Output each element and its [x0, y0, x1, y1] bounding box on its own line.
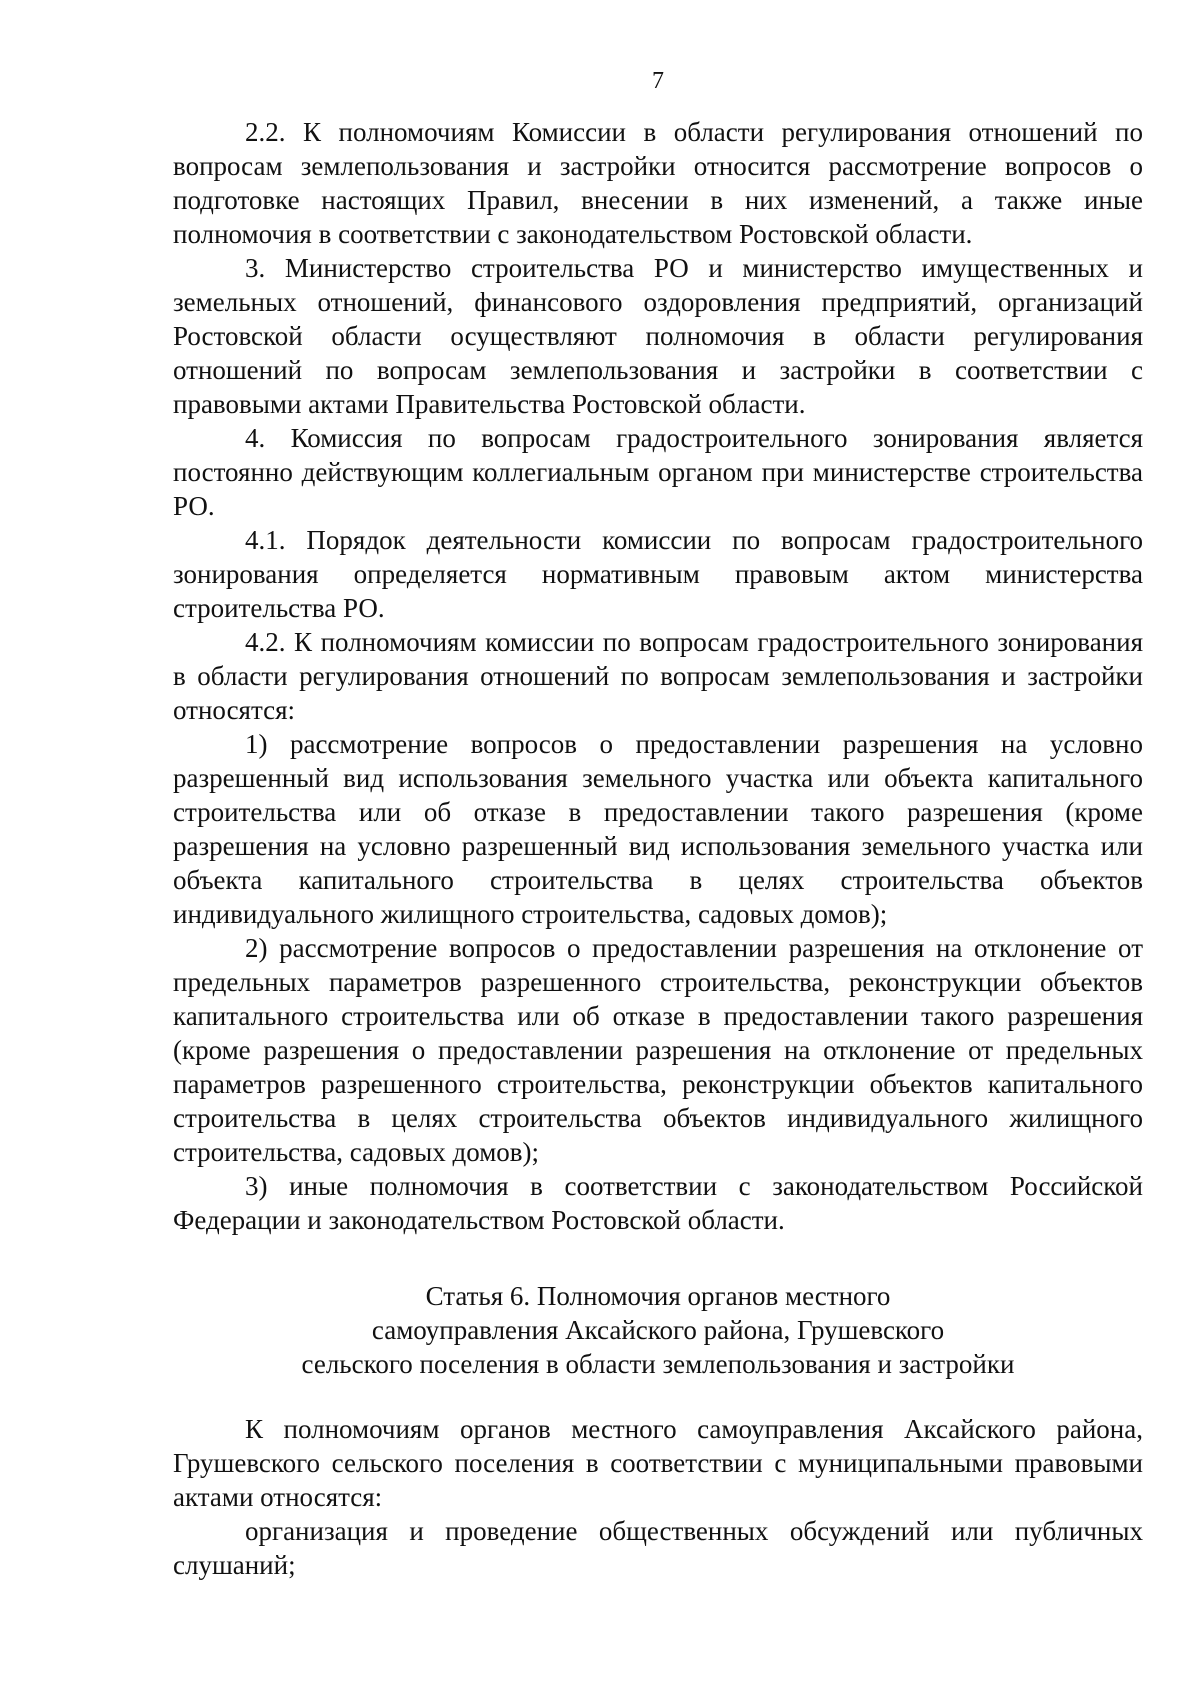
heading-line: Статья 6. Полномочия органов местного: [425, 1281, 891, 1311]
paragraph-4: 4. Комиссия по вопросам градостроительного зонирования является постоянно действующим коллегиальным органом при министерстве строительства РО.: [173, 423, 1143, 521]
article-6-heading: [173, 1279, 1143, 1381]
article-6-text: [173, 1412, 1143, 1582]
section-text: [173, 115, 1143, 1237]
article-6-list-item: организация и проведение общественных обсуждений или публичных слушаний;: [173, 1516, 1143, 1580]
paragraph-2-2: 2.2. К полномочиям Комиссии в области регулирования отношений по вопросам землепользования и застройки относится рассмотрение вопросов о подготовке настоящих Правил, внесении в них изменений, а также иные полномочия в соответствии с законодательством Ростовской области.: [173, 117, 1143, 249]
list-item-2: 2) рассмотрение вопросов о предоставлении разрешения на отклонение от предельных параметров разрешенного строительства, реконструкции объектов капитального строительства или об отказе в предоставлении такого разрешения (кроме разрешения о предоставлении разрешения на отклонение от предельных параметров разрешенного строительства, реконструкции объектов капитального строительства в целях строительства объектов индивидуального жилищного строительства, садовых домов);: [173, 933, 1143, 1167]
heading-line: сельского поселения в области землепользования и застройки: [301, 1349, 1015, 1379]
paragraph-3: 3. Министерство строительства РО и министерство имущественных и земельных отношений, финансового оздоровления предприятий, организаций Ростовской области осуществляют полномочия в области регулирования отношений по вопросам землепользования и застройки в соответствии с правовыми актами Правительства Ростовской области.: [173, 253, 1143, 419]
paragraph-4-1: 4.1. Порядок деятельности комиссии по вопросам градостроительного зонирования определяется нормативным правовым актом министерства строительства РО.: [173, 525, 1143, 623]
paragraph-4-2: 4.2. К полномочиям комиссии по вопросам градостроительного зонирования в области регулирования отношений по вопросам землепользования и застройки относятся:: [173, 627, 1143, 725]
list-item-3: 3) иные полномочия в соответствии с законодательством Российской Федерации и законодательством Ростовской области.: [173, 1171, 1143, 1235]
article-6-intro-paragraph: К полномочиям органов местного самоуправления Аксайского района, Грушевского сельского поселения в соответствии с муниципальными правовыми актами относятся:: [173, 1414, 1143, 1512]
heading-line: самоуправления Аксайского района, Грушевского: [371, 1315, 945, 1345]
page-number: 7: [652, 68, 664, 94]
list-item-1: 1) рассмотрение вопросов о предоставлении разрешения на условно разрешенный вид использования земельного участка или объекта капитального строительства или об отказе в предоставлении такого разрешения (кроме разрешения на условно разрешенный вид использования земельного участка или объекта капитального строительства в целях строительства объектов индивидуального жилищного строительства, садовых домов);: [173, 729, 1143, 929]
